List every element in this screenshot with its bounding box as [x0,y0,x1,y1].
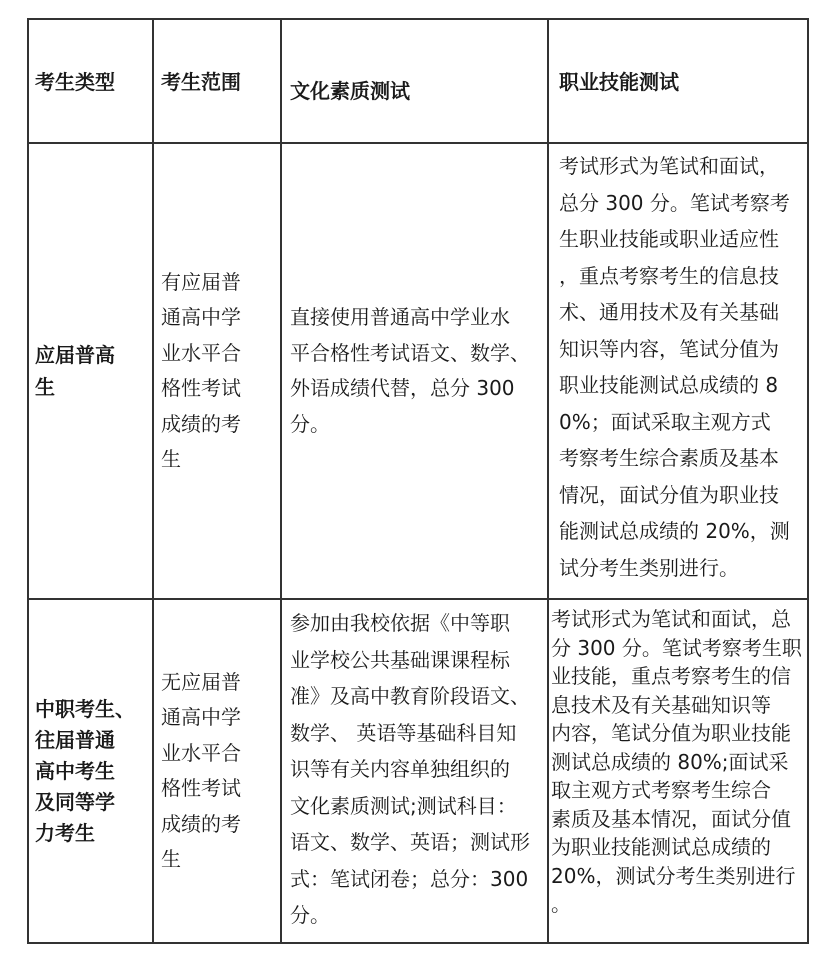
row1-culture [290,144,545,598]
header-skill-label: 职业技能测试 [559,70,679,94]
table-border-bottom [27,942,809,944]
row2-skill-text: 考试形式为笔试和面试，总 分 300 分。笔试考察考生职 业技能，重点考察考生的信 息技术及有关基础知识等 内容，笔试分值为职业技能 测试总成绩的 80%;面试采 取主观方式考察考生综合 素质及基本情况，面试分值 为职业技能测试总成绩的 20%，测试分考生类别进行 。 [551,607,802,916]
header-type-label: 考生类型 [35,70,115,94]
row2-skill [551,600,805,942]
header-type [35,20,150,142]
row1-skill-text: 考试形式为笔试和面试， 总分 300 分。笔试考察考 生职业技能或职业适应性 ，重点考察考生的信息技 术、通用技术及有关基础 知识等内容，笔试分值为 职业技能测试总成绩的 8 0%；面试采取主观方式 考察考生综合素质及基本 情况，面试分值为职业技 能测试总成绩的 20%，测 试分考生类别进行。 [559,154,790,580]
header-culture [290,20,545,142]
row1-scope-text: 有应届普 通高中学 业水平合 格性考试 成绩的考 生 [161,269,241,471]
header-skill [559,20,805,142]
column-divider [152,18,154,944]
row2-type-text: 中职考生、 往届普通 高中考生 及同等学 力考生 [35,696,135,845]
row1-type [35,144,150,598]
admission-table [27,18,809,944]
row1-scope [161,144,278,598]
table-border-right [807,18,809,944]
table-border-left [27,18,29,944]
row2-culture [290,600,545,942]
header-scope-label: 考生范围 [161,70,241,94]
row2-type [35,600,150,942]
row1-type-text: 应届普高 生 [35,343,115,399]
row1-culture-text: 直接使用普通高中学业水 平合格性考试语文、数学、 外语成绩代替，总分 300 分。 [290,305,530,436]
column-divider [280,18,282,944]
column-divider [547,18,549,944]
row2-scope [161,600,278,942]
header-culture-label: 文化素质测试 [290,79,410,103]
row2-scope-text: 无应届普 通高中学 业水平合 格性考试 成绩的考 生 [161,669,241,871]
header-scope [161,20,278,142]
row2-culture-text: 参加由我校依据《中等职 业学校公共基础课课程标 准》及高中教育阶段语文、 数学、 英语等基础科目知 识等有关内容单独组织的 文化素质测试;测试科目： 语文、数学、英语；测试形 式：笔试闭卷；总分：300 分。 [290,611,530,927]
row1-skill [559,144,805,598]
